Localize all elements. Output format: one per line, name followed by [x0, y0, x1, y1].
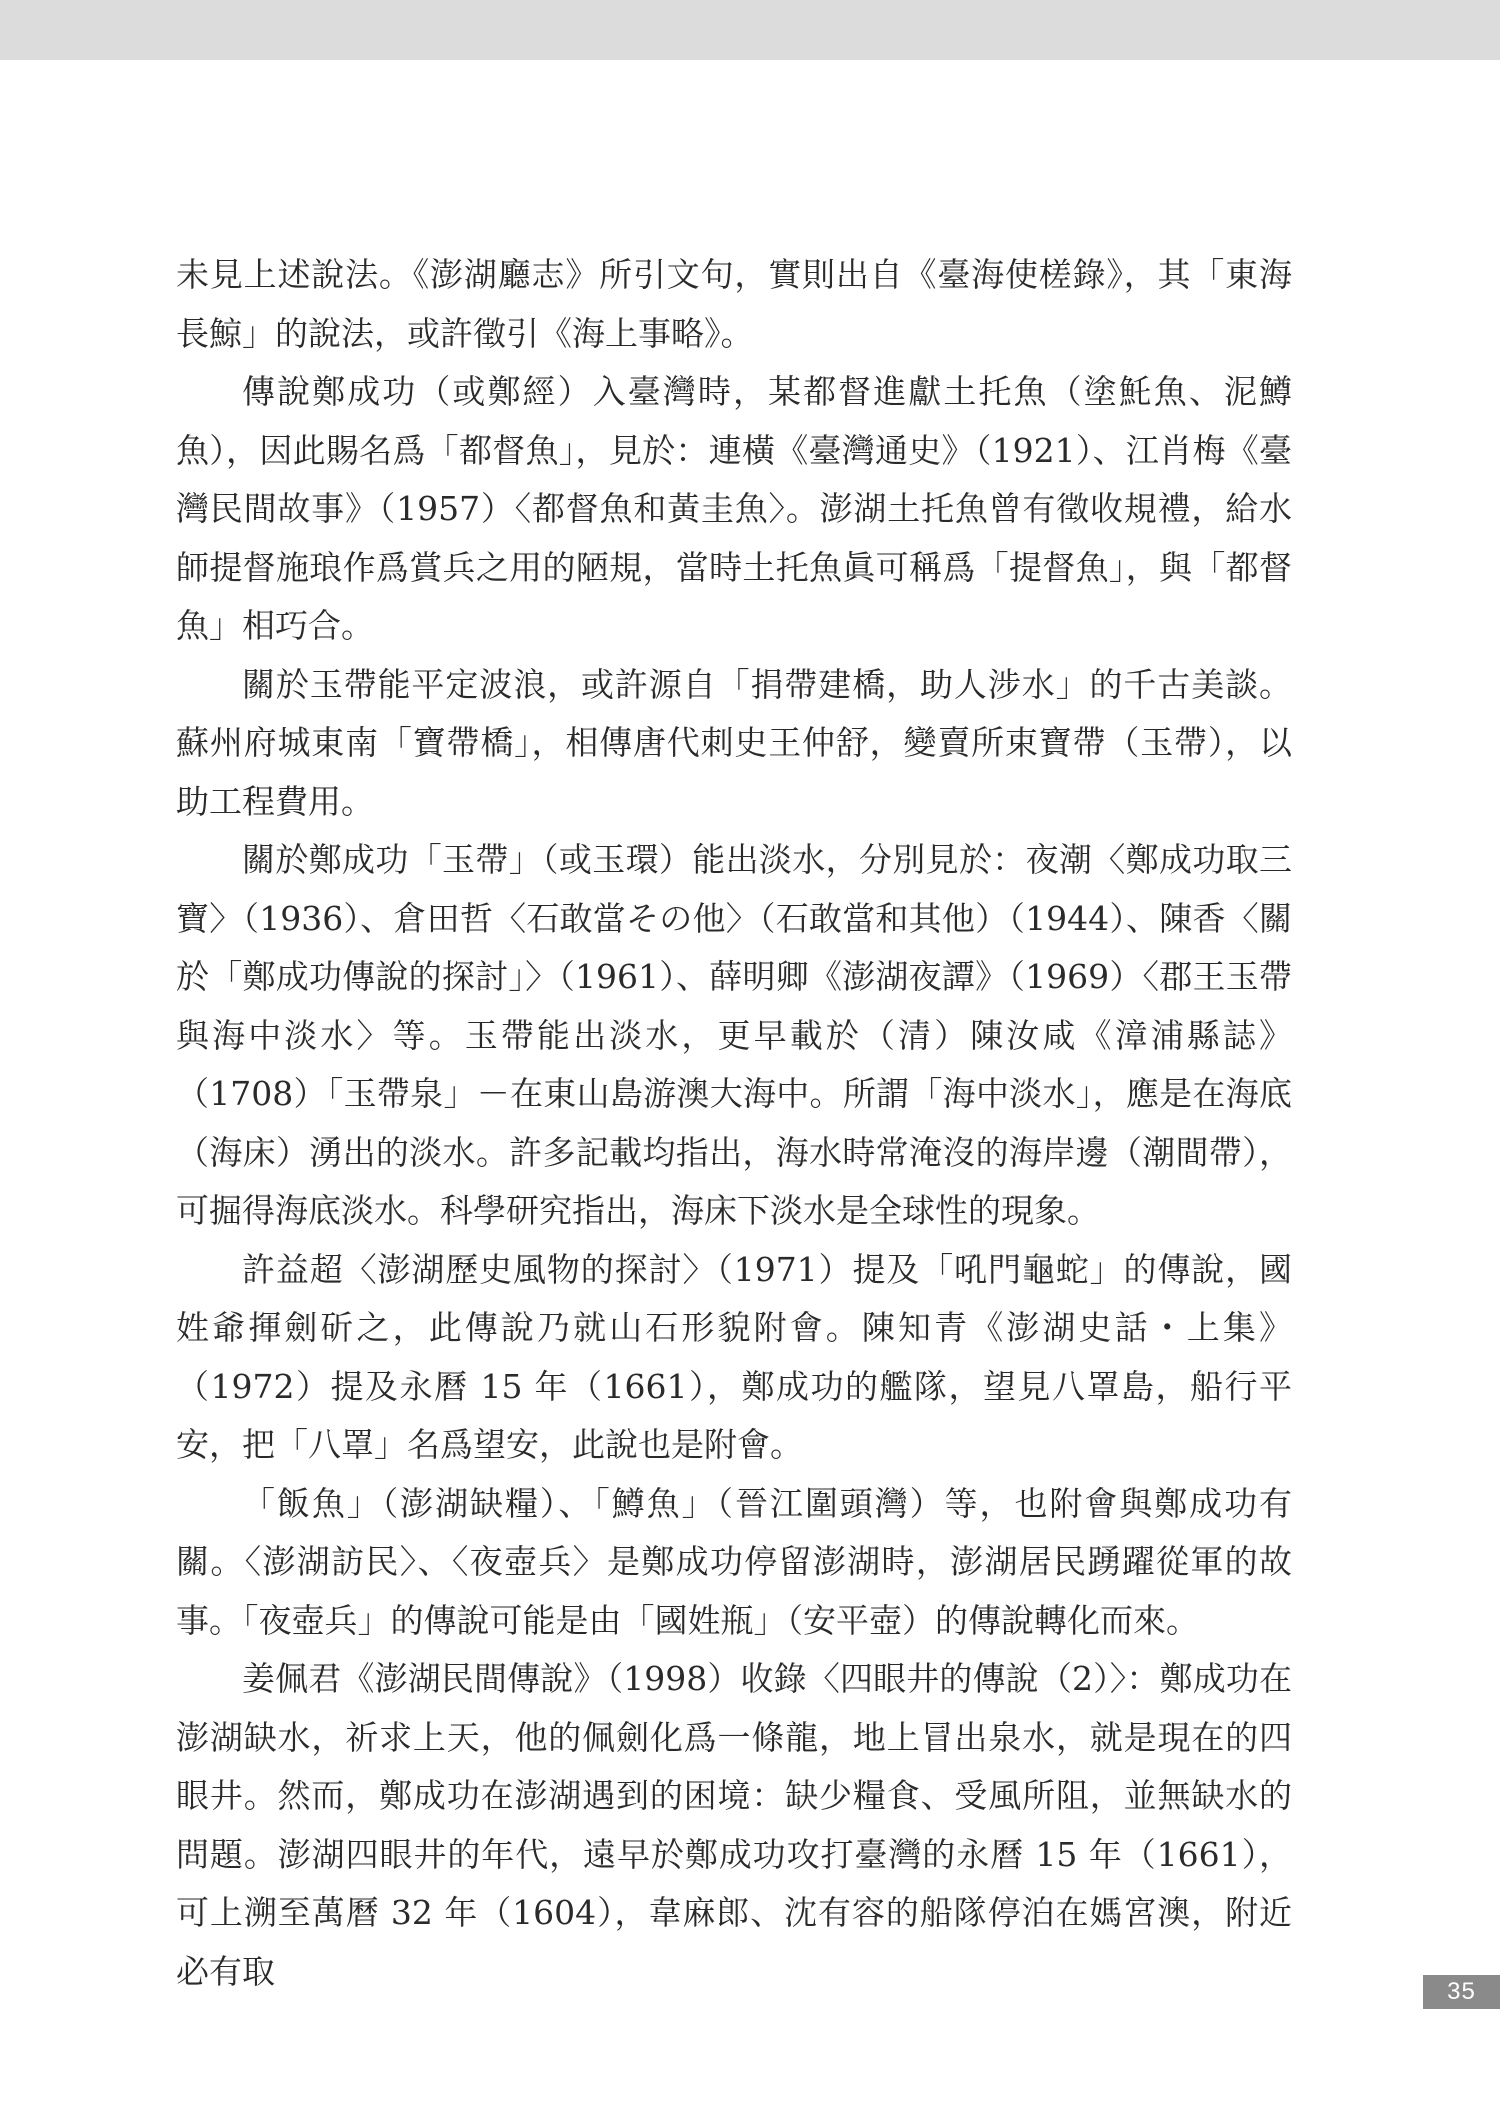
paragraph-1: 未見上述說法。《澎湖廳志》所引文句，實則出自《臺海使槎錄》，其「東海長鯨」的說法，或許徵引《海上事略》。 — [176, 255, 1292, 353]
page-top-band — [0, 0, 1500, 60]
body-text — [176, 246, 1292, 2001]
paragraph-7: 姜佩君《澎湖民間傳說》（1998）收錄〈四眼井的傳說（2）〉：鄭成功在澎湖缺水，祈求上天，他的佩劍化爲一條龍，地上冒出泉水，就是現在的四眼井。然而，鄭成功在澎湖遇到的困境：缺少糧食、受風所阻，並無缺水的問題。澎湖四眼井的年代，遠早於鄭成功攻打臺灣的永曆 15 年（1661），可上溯至萬曆 32 年（1604），韋麻郎、沈有容的船隊停泊在媽宮澳，附近必有取 — [176, 1659, 1292, 1991]
page-number: 35 — [1423, 1975, 1500, 2009]
paragraph-2: 傳說鄭成功（或鄭經）入臺灣時，某都督進獻土托魚（塗魠魚、泥鱒魚），因此賜名爲「都督魚」，見於：連橫《臺灣通史》（1921）、江肖梅《臺灣民間故事》（1957）〈都督魚和黃圭魚〉。澎湖土托魚曾有徵收規禮，給水師提督施琅作爲賞兵之用的陋規，當時土托魚眞可稱爲「提督魚」，與「都督魚」相巧合。 — [176, 372, 1292, 645]
paragraph-3: 關於玉帶能平定波浪，或許源自「捐帶建橋，助人涉水」的千古美談。蘇州府城東南「寶帶橋」，相傳唐代刺史王仲舒，變賣所束寶帶（玉帶），以助工程費用。 — [176, 664, 1292, 821]
paragraph-6: 「飯魚」（澎湖缺糧）、「鱒魚」（晉江圍頭灣）等，也附會與鄭成功有關。〈澎湖訪民〉、〈夜壺兵〉是鄭成功停留澎湖時，澎湖居民踴躍從軍的故事。「夜壺兵」的傳說可能是由「國姓瓶」（安平壺）的傳說轉化而來。 — [176, 1483, 1292, 1640]
paragraph-5: 許益超〈澎湖歷史風物的探討〉（1971）提及「吼門龜蛇」的傳說，國姓爺揮劍斫之，此傳說乃就山石形貌附會。陳知青《澎湖史話・上集》（1972）提及永曆 15 年（1661），鄭成功的艦隊，望見八罩島，船行平安，把「八罩」名爲望安，此說也是附會。 — [176, 1249, 1292, 1464]
paragraph-4: 關於鄭成功「玉帶」（或玉環）能出淡水，分別見於：夜潮〈鄭成功取三寶〉（1936）、倉田哲〈石敢當その他〉（石敢當和其他）（1944）、陳香〈關於「鄭成功傳說的探討」〉（1961）、薛明卿《澎湖夜譚》（1969）〈郡王玉帶與海中淡水〉等。玉帶能出淡水，更早載於（清）陳汝咸《漳浦縣誌》（1708）「玉帶泉」－在東山島游澳大海中。所謂「海中淡水」，應是在海底（海床）湧出的淡水。許多記載均指出，海水時常淹沒的海岸邊（潮間帶），可掘得海底淡水。科學研究指出，海床下淡水是全球性的現象。 — [176, 840, 1292, 1230]
